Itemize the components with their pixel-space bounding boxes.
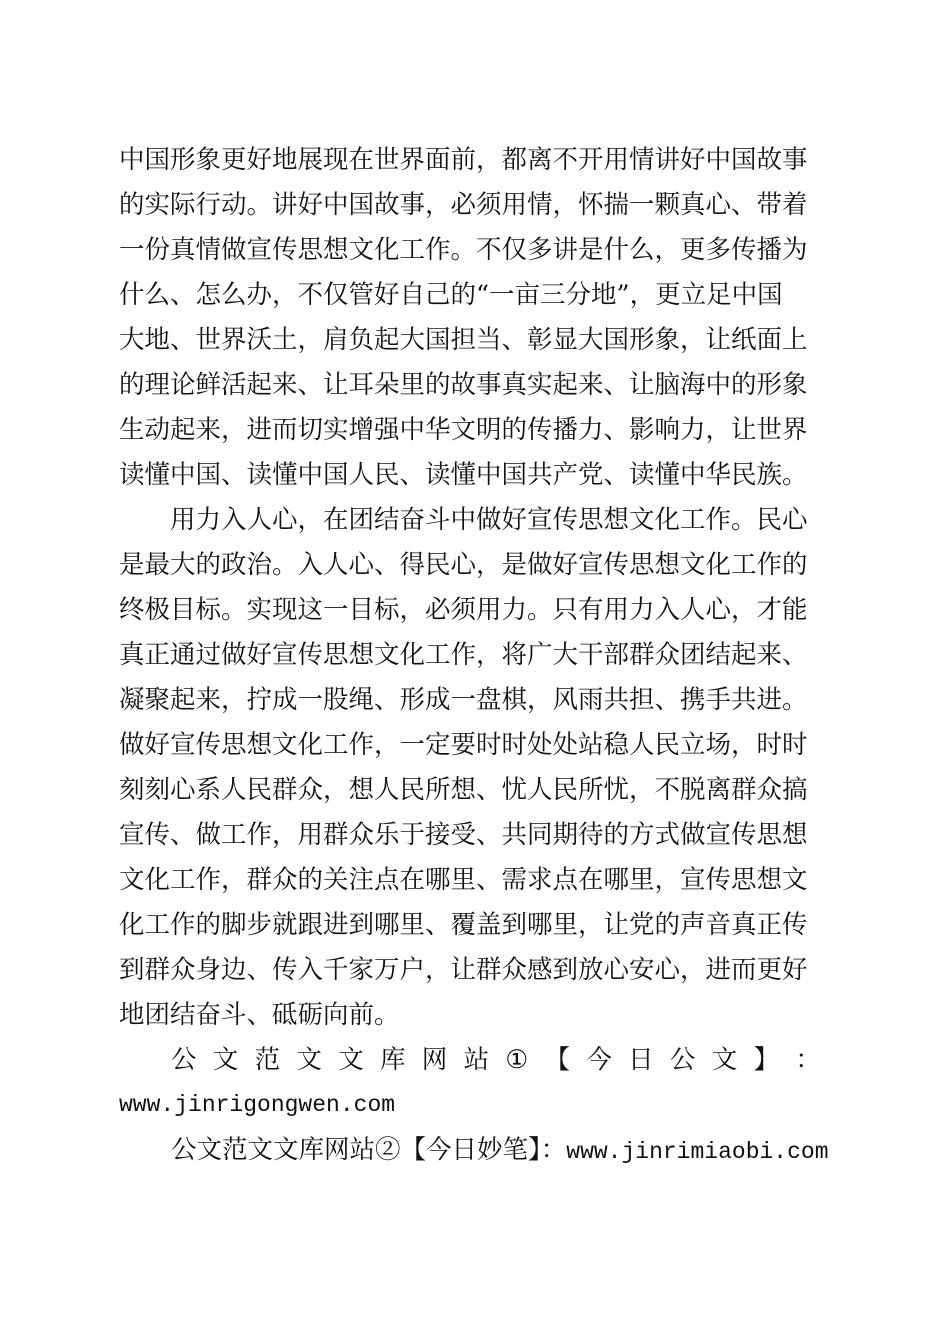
footer-char: 公 [171,1045,197,1075]
text-line: 生动起来，进而切实增强中华文明的传播力、影响力，让世界 [119,415,808,445]
footer-char: 范 [254,1045,281,1075]
text-line: 的实际行动。讲好中国故事，必须用情，怀揣一颗真心、带着 [119,190,808,220]
footer-line-1 [119,1038,821,1083]
text-line: 大地、世界沃土，肩负起大国担当、彰显大国形象，让纸面上 [119,325,808,355]
text-line: 是最大的政治。入人心、得民心，是做好宣传思想文化工作的 [119,550,808,580]
text-line: 一份真情做宣传思想文化工作。不仅多讲是什么，更多传播为 [119,235,808,265]
paragraph-1 [119,138,821,498]
footer-char: 】 [753,1045,780,1075]
footer-prefix-2: 公文范文文库网站②【今日妙笔】： [171,1135,567,1165]
footer-char: 文 [338,1045,364,1075]
footer-char: 站 [463,1045,490,1075]
text-line: 用力入人心，在团结奋斗中做好宣传思想文化工作。民心 [119,505,808,535]
text-line: 刻刻心系人民群众，想人民所想、忧人民所忧，不脱离群众搞 [119,775,808,805]
footer-char: 库 [379,1045,406,1075]
footer-char: 文 [711,1045,738,1075]
footer-char: 【 [544,1045,571,1075]
footer-char: 公 [669,1045,696,1075]
text-line: 终极目标。实现这一目标，必须用力。只有用力入人心，才能 [119,595,808,625]
footer-website-2 [119,1128,829,1173]
text-line: 地团结奋斗、砥砺向前。 [119,1000,400,1030]
footer-char: 网 [421,1045,448,1075]
text-line: 到群众身边、传入千家万户，让群众感到放心安心，进而更好 [119,955,808,985]
footer-char: 今 [586,1045,612,1075]
text-line: 中国形象更好地展现在世界面前，都离不开用情讲好中国故事 [119,145,808,175]
text-line: 化工作的脚步就跟进到哪里、覆盖到哪里，让党的声音真正传 [119,910,808,940]
footer-char: 文 [296,1045,322,1075]
text-line: 文化工作，群众的关注点在哪里、需求点在哪里，宣传思想文 [119,865,808,895]
footer-url-1[interactable]: www.jinrigongwen.com [119,1092,396,1118]
text-line: 的理论鲜活起来、让耳朵里的故事真实起来、让脑海中的形象 [119,370,808,400]
footer-url-2[interactable]: www.jinrimiaobi.com [566,1139,829,1165]
text-line: 真正通过做好宣传思想文化工作，将广大干部群众团结起来、 [119,640,808,670]
text-line: 凝聚起来，拧成一股绳、形成一盘棋，风雨共担、携手共进。 [119,685,808,715]
text-line: 做好宣传思想文化工作，一定要时时处处站稳人民立场，时时 [119,730,808,760]
footer-char: ① [505,1045,529,1075]
text-line: 读懂中国、读懂中国人民、读懂中国共产党、读懂中华民族。 [119,460,808,490]
footer-line-2 [119,1128,829,1173]
footer-char: ： [795,1045,821,1075]
text-line: 什么、怎么办，不仅管好自己的“一亩三分地”，更立足中国 [119,280,783,310]
footer-char: 文 [212,1045,239,1075]
text-line: 宣传、做工作，用群众乐于接受、共同期待的方式做宣传思想 [119,820,808,850]
footer-website-1 [119,1038,821,1128]
footer-char: 日 [628,1045,654,1075]
paragraph-2 [119,498,821,1038]
